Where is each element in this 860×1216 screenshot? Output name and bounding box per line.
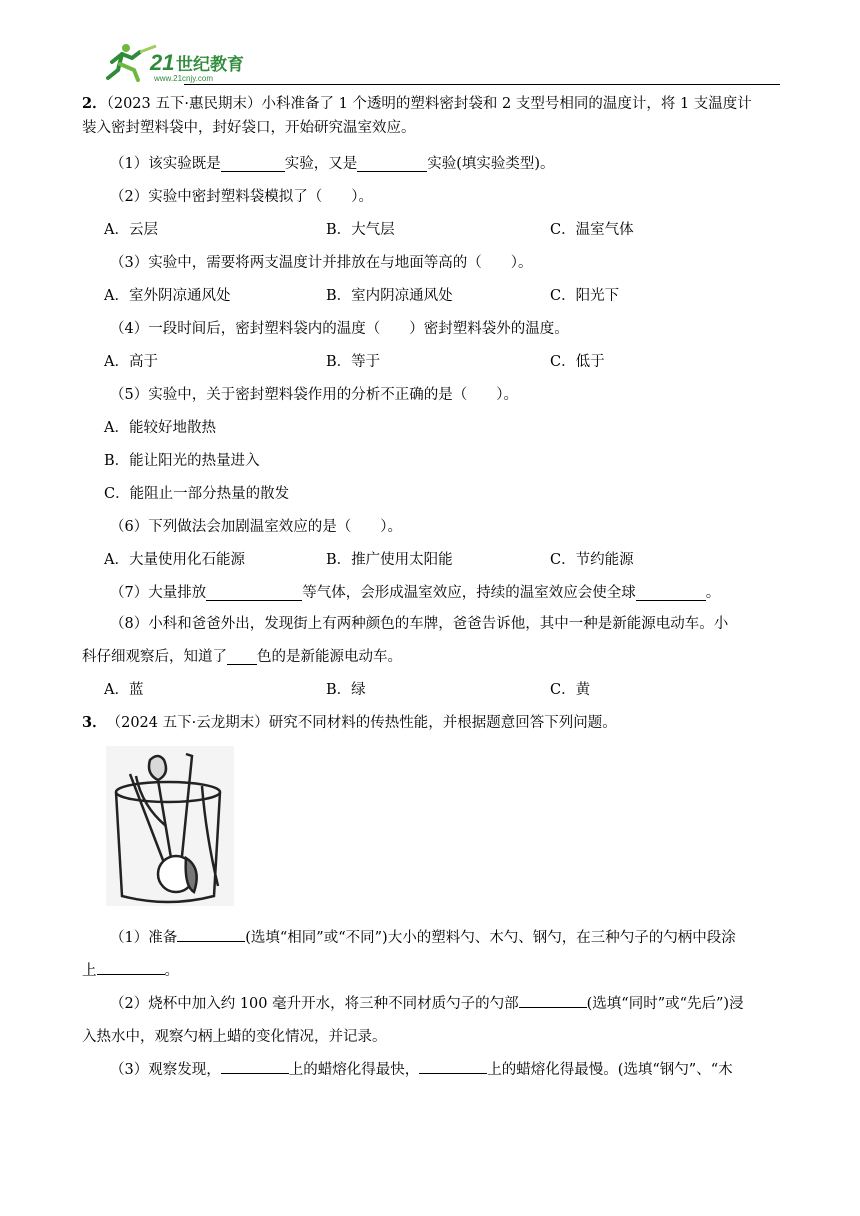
page-header — [104, 40, 780, 86]
sub-question-6: （6）下列做法会加剧温室效应的是（ ）。 — [110, 519, 402, 535]
answer-blank[interactable] — [97, 957, 165, 975]
options-row — [82, 672, 778, 705]
sub-question-4: （4）一段时间后，密封塑料袋内的温度（ ）密封塑料袋外的温度。 — [110, 321, 569, 337]
option-c[interactable]: C．阳光下 — [550, 288, 620, 304]
answer-blank[interactable] — [206, 583, 302, 601]
options-row — [82, 344, 778, 377]
question-number: 3． — [82, 714, 107, 731]
option-c[interactable]: C．黄 — [550, 682, 591, 698]
answer-blank[interactable] — [221, 154, 285, 172]
answer-blank[interactable] — [519, 990, 587, 1008]
q3-sub-question-1: （1）准备 (选填“相同”或“不同”)大小的塑料勺、木勺、钢勺，在三种勺子的勺柄中段涂 上 。 — [82, 922, 778, 988]
answer-blank[interactable] — [227, 647, 257, 665]
option-b[interactable]: B．大气层 — [326, 222, 395, 238]
option-a[interactable]: A．高于 — [104, 354, 158, 370]
header-rule — [184, 84, 780, 85]
options-row — [82, 212, 778, 245]
sub-question-1: （1）该实验既是 实验，又是 实验(填实验类型)。 — [82, 146, 778, 179]
option-c[interactable]: C．节约能源 — [550, 552, 634, 568]
option-a[interactable]: A．云层 — [104, 222, 158, 238]
option-b[interactable]: B．绿 — [326, 682, 366, 698]
q3-sub-question-2: （2）烧杯中加入约 100 毫升开水，将三种不同材质勺子的勺部 (选填“同时”或“先后”)浸 入热水中，观察勺柄上蜡的变化情况，并记录。 — [82, 988, 778, 1054]
answer-blank[interactable] — [419, 1056, 487, 1074]
question-number: 2． — [82, 95, 107, 112]
options-row — [82, 542, 778, 575]
svg-text:世纪教育: 世纪教育 — [176, 55, 244, 75]
sub-question-3: （3）实验中，需要将两支温度计并排放在与地面等高的（ ）。 — [110, 255, 533, 271]
answer-blank[interactable] — [357, 154, 427, 172]
question-2-stem: 2．（2023 五下·惠民期末）小科准备了 1 个透明的塑料密封袋和 2 支型号相同的温度计，将 1 支温度计 装入密封塑料袋中，封好袋口，开始研究温室效应。 — [82, 95, 752, 136]
beaker-spoons-illustration — [106, 746, 234, 906]
option-c[interactable]: C．温室气体 — [550, 222, 634, 238]
svg-text:www.21cnjy.com: www.21cnjy.com — [154, 74, 213, 83]
sub-question-7: （7）大量排放 等气体，会形成温室效应，持续的温室效应会使全球 。 — [82, 575, 778, 608]
option-b[interactable]: B．室内阴凉通风处 — [326, 288, 453, 304]
option-b[interactable]: B．推广使用太阳能 — [326, 552, 453, 568]
option-b[interactable]: B．等于 — [326, 354, 381, 370]
option-b[interactable]: B．能让阳光的热量进入 — [104, 453, 260, 469]
svg-text:21: 21 — [150, 50, 175, 75]
option-a[interactable]: A．大量使用化石能源 — [104, 552, 245, 568]
options-row — [82, 278, 778, 311]
sub-question-2: （2）实验中密封塑料袋模拟了（ ）。 — [110, 189, 373, 205]
question-3-stem: 3． （2024 五下·云龙期末） 研究不同材料的传热性能，并根据题意回答下列问题。 — [82, 705, 778, 738]
question-source: （2024 五下·云龙期末） — [106, 715, 269, 731]
sub-question-8: （8）小科和爸爸外出，发现街上有两种颜色的车牌，爸爸告诉他，其中一种是新能源电动车。小 — [110, 616, 729, 632]
answer-blank[interactable] — [221, 1056, 289, 1074]
option-a[interactable]: A．蓝 — [104, 682, 144, 698]
option-c[interactable]: C．低于 — [550, 354, 605, 370]
option-c[interactable]: C．能阻止一部分热量的散发 — [104, 486, 290, 502]
answer-blank[interactable] — [177, 924, 245, 942]
question-source: （2023 五下·惠民期末） — [106, 96, 262, 112]
answer-blank[interactable] — [636, 583, 706, 601]
question-content — [82, 92, 778, 1087]
brand-logo — [104, 40, 274, 84]
option-a[interactable]: A．能较好地散热 — [104, 420, 216, 436]
option-a[interactable]: A．室外阴凉通风处 — [104, 288, 231, 304]
sub-question-8-cont: 科仔细观察后，知道了 色的是新能源电动车。 — [82, 639, 778, 672]
q3-sub-question-3: （3）观察发现， 上的蜡熔化得最快， 上的蜡熔化得最慢。(选填“钢勺”、“木 — [82, 1054, 778, 1087]
sub-question-5: （5）实验中，关于密封塑料袋作用的分析不正确的是（ ）。 — [110, 387, 518, 403]
